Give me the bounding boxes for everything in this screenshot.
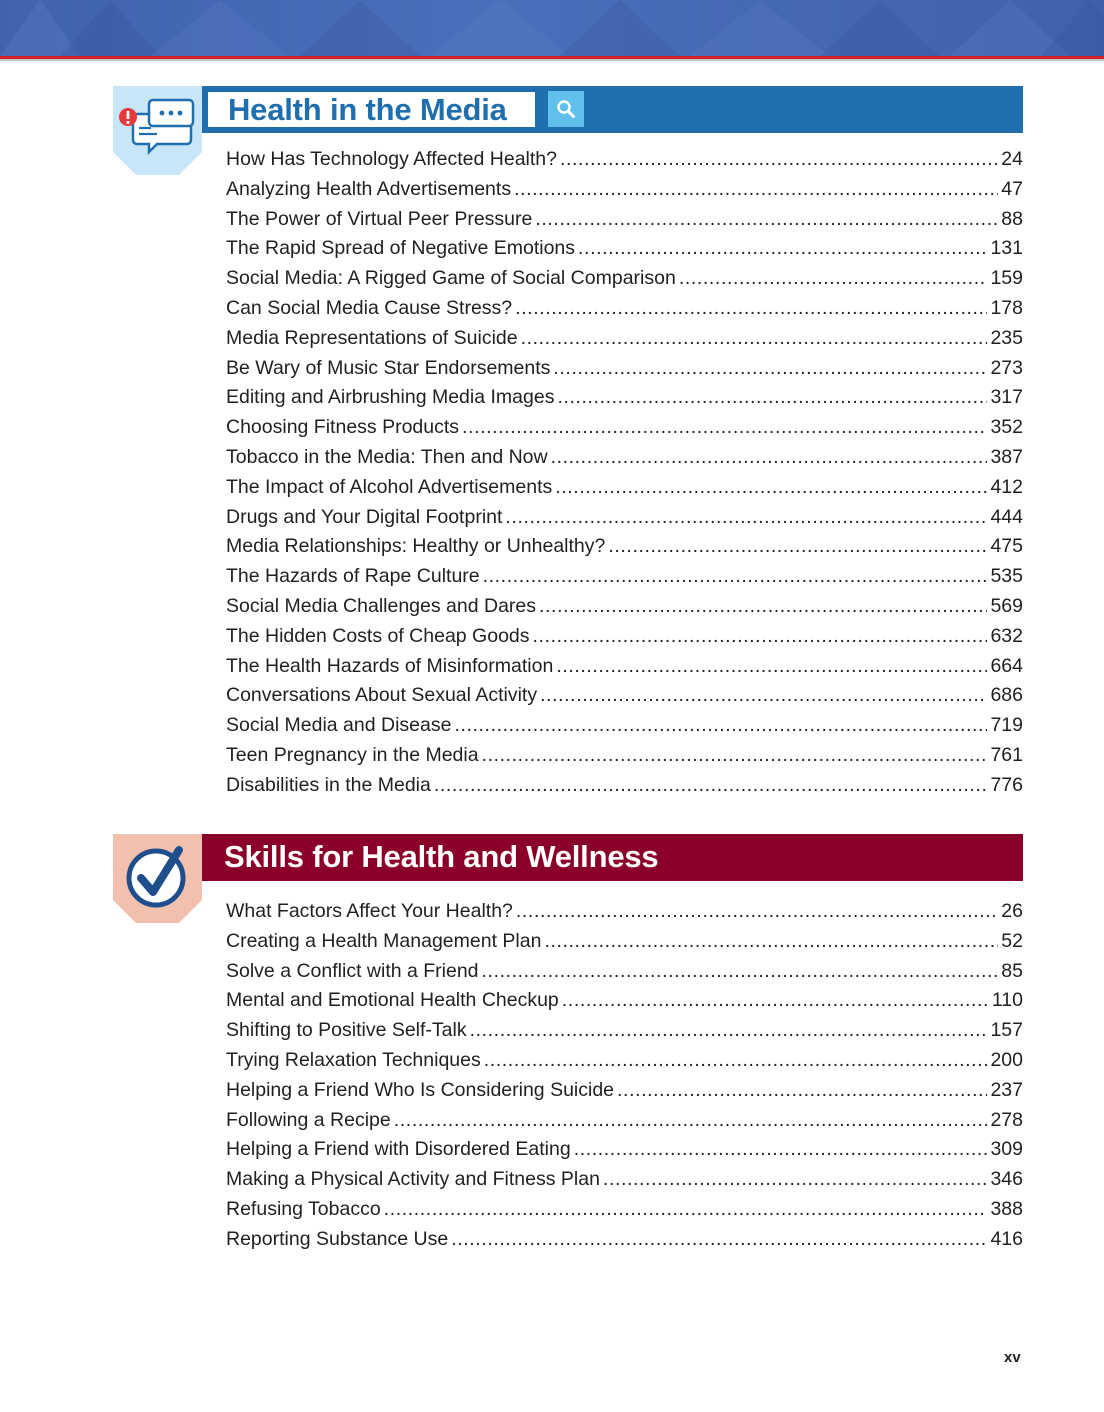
toc-entry-page: 88 [1001, 207, 1023, 230]
toc-entry[interactable] [226, 205, 1023, 235]
toc-entry[interactable] [226, 324, 1023, 354]
toc-dot-leader [470, 1016, 988, 1046]
toc-entry[interactable] [226, 1106, 1023, 1136]
toc-entry-page: 388 [990, 1197, 1023, 1220]
toc-entry-page: 535 [990, 565, 1023, 588]
toc-entry[interactable] [226, 234, 1023, 264]
toc-entry[interactable] [226, 986, 1023, 1016]
toc-dot-leader [515, 294, 987, 324]
toc-entry[interactable] [226, 771, 1023, 801]
toc-entry-page: 159 [990, 267, 1023, 290]
toc-entry-title: Shifting to Positive Self-Talk [226, 1019, 467, 1042]
toc-entry-title: Media Representations of Suicide [226, 326, 518, 349]
toc-entry-page: 664 [990, 654, 1023, 677]
toc-dot-leader [539, 592, 987, 622]
toc-entry[interactable] [226, 897, 1023, 927]
toc-entry-title: The Rapid Spread of Negative Emotions [226, 237, 576, 260]
toc-dot-leader [603, 1165, 988, 1195]
toc-dot-leader [551, 443, 988, 473]
toc-entry[interactable] [226, 532, 1023, 562]
toc-dot-leader [679, 264, 988, 294]
toc-entry-title: Be Wary of Music Star Endorsements [226, 356, 551, 379]
toc-entry[interactable] [226, 562, 1023, 592]
toc-entry-page: 131 [990, 237, 1023, 260]
toc-entry-page: 416 [990, 1227, 1023, 1250]
toc-entry-page: 24 [1001, 148, 1023, 170]
toc-entry[interactable] [226, 592, 1023, 622]
toc-dot-leader [574, 1135, 988, 1165]
health-in-media-title: Health in the Media [228, 91, 507, 127]
toc-entry[interactable] [226, 957, 1023, 987]
toc-dot-leader [482, 741, 988, 771]
toc-dot-leader [540, 681, 987, 711]
toc-entry[interactable] [226, 1135, 1023, 1165]
toc-entry-title: Media Relationships: Healthy or Unhealthy? [226, 535, 606, 558]
toc-entry-title: Can Social Media Cause Stress? [226, 296, 513, 319]
toc-entry-title: Choosing Fitness Products [226, 416, 460, 439]
toc-entry-title: What Factors Affect Your Health? [226, 900, 513, 922]
toc-dot-leader [617, 1076, 987, 1106]
toc-entry[interactable] [226, 652, 1023, 682]
toc-dot-leader [533, 622, 988, 652]
toc-entry[interactable] [226, 503, 1023, 533]
toc-dot-leader [394, 1106, 988, 1136]
toc-entry-title: Editing and Airbrushing Media Images [226, 386, 555, 409]
toc-dot-leader [535, 205, 998, 235]
toc-entry[interactable] [226, 1165, 1023, 1195]
toc-entry[interactable] [226, 681, 1023, 711]
toc-entry-title: Drugs and Your Digital Footprint [226, 505, 503, 528]
toc-dot-leader [462, 413, 987, 443]
toc-entry-title: Social Media and Disease [226, 714, 452, 737]
toc-entry-title: Analyzing Health Advertisements [226, 177, 512, 200]
toc-entry-page: 157 [990, 1019, 1023, 1042]
toc-dot-leader [608, 532, 987, 562]
skills-header [202, 834, 1023, 881]
toc-entry[interactable] [226, 622, 1023, 652]
toc-entry-page: 47 [1001, 177, 1023, 200]
toc-dot-leader [483, 562, 988, 592]
toc-entry[interactable] [226, 1195, 1023, 1225]
toc-entry[interactable] [226, 175, 1023, 205]
toc-entry-page: 346 [990, 1168, 1023, 1191]
toc-entry-title: The Health Hazards of Misinformation [226, 654, 554, 677]
toc-entry-title: Following a Recipe [226, 1108, 391, 1131]
toc-entry-page: 85 [1001, 959, 1023, 982]
health-in-media-header [202, 86, 1023, 133]
toc-entry-page: 686 [990, 684, 1023, 707]
top-banner [0, 0, 1104, 56]
toc-entry[interactable] [226, 413, 1023, 443]
toc-entry-page: 278 [990, 1108, 1023, 1131]
toc-entry-title: Helping a Friend with Disordered Eating [226, 1138, 571, 1161]
toc-dot-leader [521, 324, 988, 354]
toc-entry-title: Helping a Friend Who Is Considering Suicide [226, 1078, 615, 1101]
search-icon[interactable] [548, 91, 584, 127]
toc-entry[interactable] [226, 1016, 1023, 1046]
toc-entry[interactable] [226, 294, 1023, 324]
banner-pattern [0, 0, 1104, 56]
toc-entry-title: Teen Pregnancy in the Media [226, 743, 479, 766]
toc-entry-page: 200 [990, 1048, 1023, 1071]
toc-entry-title: Making a Physical Activity and Fitness Plan [226, 1168, 600, 1191]
toc-entry-title: Tobacco in the Media: Then and Now [226, 445, 548, 468]
toc-entry-page: 110 [991, 989, 1023, 1012]
toc-entry-page: 387 [990, 445, 1023, 468]
toc-entry-page: 26 [1001, 900, 1023, 922]
toc-entry-page: 352 [990, 416, 1023, 439]
toc-entry-page: 273 [990, 356, 1023, 379]
toc-dot-leader [516, 897, 998, 927]
toc-dot-leader [451, 1225, 987, 1255]
toc-entry-page: 632 [990, 624, 1023, 647]
toc-dot-leader [544, 927, 998, 957]
toc-entry-page: 412 [990, 475, 1023, 498]
skills-title: Skills for Health and Wellness [224, 839, 659, 874]
toc-entry[interactable] [226, 383, 1023, 413]
toc-entry-title: Social Media Challenges and Dares [226, 594, 537, 617]
toc-entry[interactable] [226, 1225, 1023, 1255]
toc-entry[interactable] [226, 1046, 1023, 1076]
toc-dot-leader [557, 383, 987, 413]
toc-dot-leader [505, 503, 987, 533]
toc-entry-title: Disabilities in the Media [226, 773, 431, 796]
toc-entry-title: Social Media: A Rigged Game of Social Comparison [226, 267, 676, 290]
toc-dot-leader [562, 986, 989, 1016]
toc-dot-leader [482, 957, 999, 987]
toc-dot-leader [514, 175, 998, 205]
toc-entry-title: Creating a Health Management Plan [226, 929, 542, 952]
toc-entry[interactable] [226, 473, 1023, 503]
toc-entry[interactable] [226, 741, 1023, 771]
skills-list [226, 897, 1023, 1255]
toc-entry-title: The Hidden Costs of Cheap Goods [226, 624, 530, 647]
toc-dot-leader [553, 354, 987, 384]
toc-entry-title: Solve a Conflict with a Friend [226, 959, 479, 982]
top-rule-grey [0, 59, 1104, 61]
toc-entry-title: Trying Relaxation Techniques [226, 1048, 481, 1071]
toc-entry-title: The Impact of Alcohol Advertisements [226, 475, 553, 498]
toc-entry-page: 761 [990, 743, 1023, 766]
toc-dot-leader [556, 652, 987, 682]
toc-entry-page: 776 [990, 773, 1023, 796]
toc-entry-page: 52 [1001, 929, 1023, 952]
toc-dot-leader [555, 473, 987, 503]
toc-entry-page: 237 [990, 1078, 1023, 1101]
toc-entry-page: 444 [990, 505, 1023, 528]
toc-entry-title: Reporting Substance Use [226, 1227, 449, 1250]
toc-entry[interactable] [226, 354, 1023, 384]
toc-entry-page: 235 [990, 326, 1023, 349]
toc-entry[interactable] [226, 927, 1023, 957]
toc-entry-title: The Hazards of Rape Culture [226, 565, 480, 588]
health-in-media-title-box [206, 90, 537, 129]
toc-dot-leader [578, 234, 987, 264]
toc-entry-title: Refusing Tobacco [226, 1197, 381, 1220]
toc-entry[interactable] [226, 1076, 1023, 1106]
toc-entry[interactable] [226, 145, 1023, 175]
toc-entry-title: How Has Technology Affected Health? [226, 148, 557, 170]
toc-entry-page: 317 [990, 386, 1023, 409]
toc-dot-leader [434, 771, 988, 801]
toc-dot-leader [384, 1195, 988, 1225]
toc-entry-page: 178 [990, 296, 1023, 319]
toc-dot-leader [484, 1046, 988, 1076]
toc-entry-title: Conversations About Sexual Activity [226, 684, 538, 707]
toc-entry[interactable] [226, 264, 1023, 294]
toc-entry-page: 475 [990, 535, 1023, 558]
checkmark-icon [113, 834, 202, 923]
health-in-media-list [226, 145, 1023, 801]
page-number: xv [1004, 1349, 1021, 1366]
toc-dot-leader [454, 711, 987, 741]
toc-entry-title: The Power of Virtual Peer Pressure [226, 207, 533, 230]
toc-entry-title: Mental and Emotional Health Checkup [226, 989, 559, 1012]
toc-dot-leader [560, 145, 998, 175]
toc-entry[interactable] [226, 443, 1023, 473]
toc-entry[interactable] [226, 711, 1023, 741]
toc-entry-page: 719 [990, 714, 1023, 737]
chat-alert-icon [113, 86, 202, 175]
toc-entry-page: 309 [990, 1138, 1023, 1161]
toc-entry-page: 569 [990, 594, 1023, 617]
